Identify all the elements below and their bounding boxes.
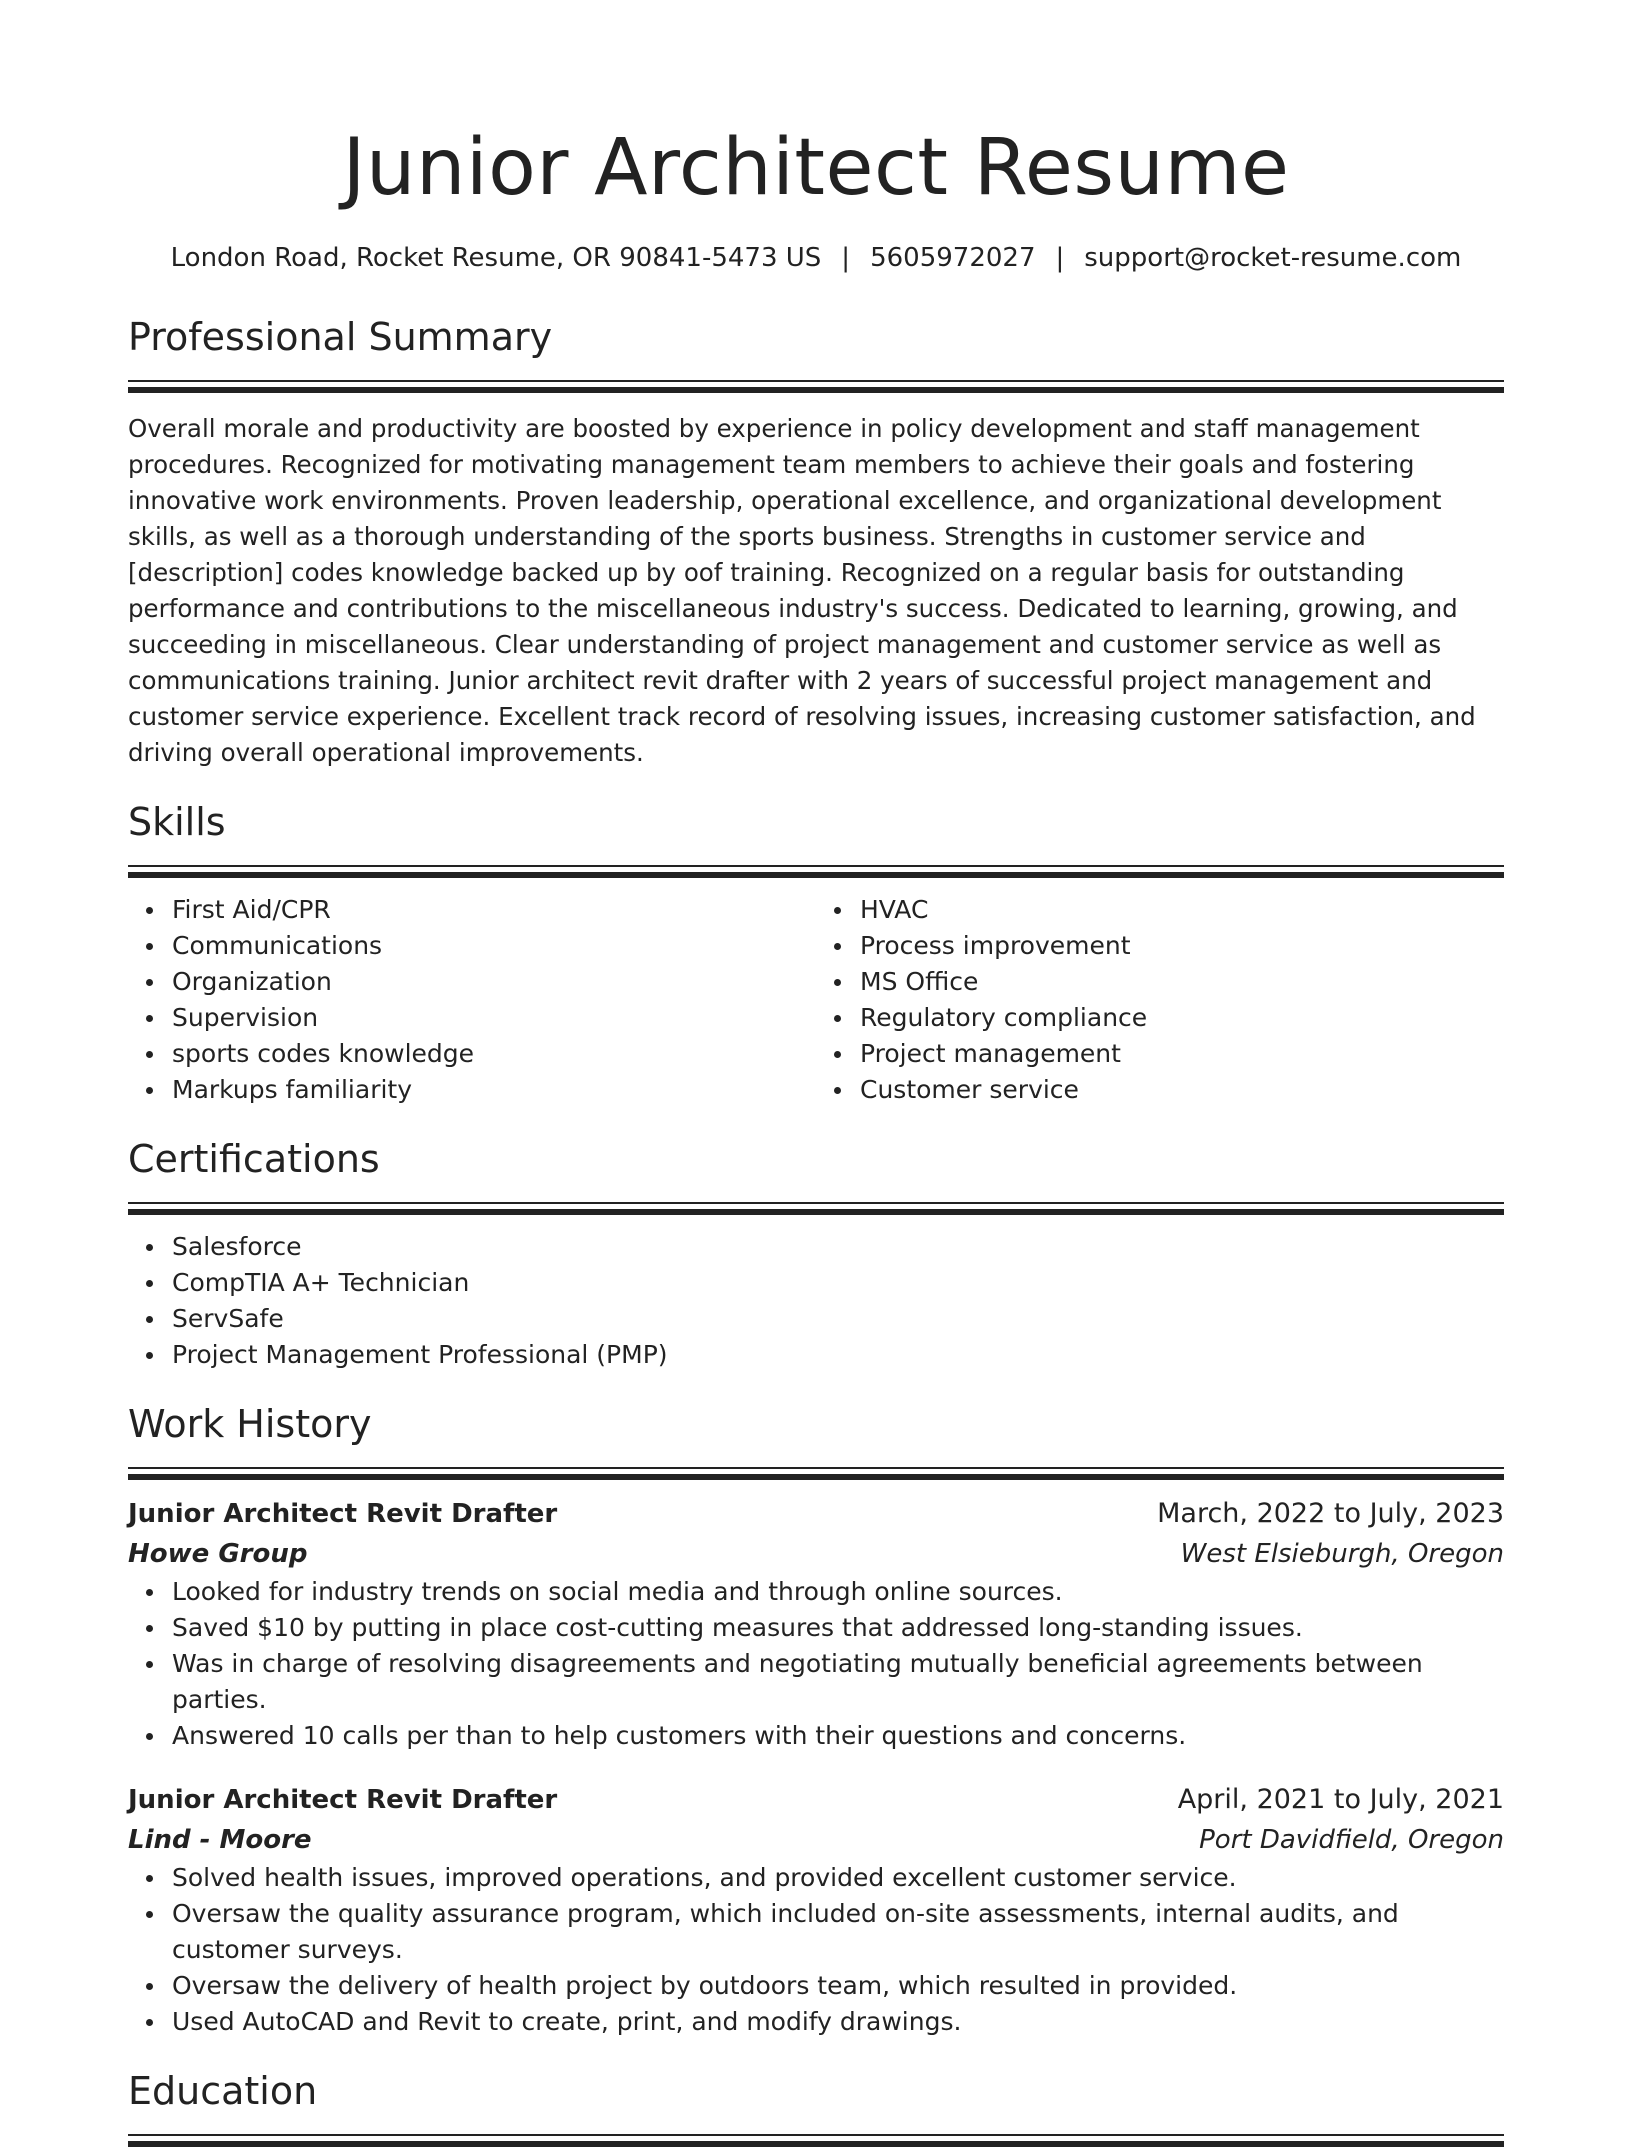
summary-section [128,312,1504,771]
section-heading-certifications: Certifications [128,1137,380,1181]
job-bullet: Oversaw the delivery of health project by outdoors team, which resulted in provided. [172,1968,1504,2004]
section-heading-work-history: Work History [128,1402,372,1446]
skill-item: Markups familiarity [172,1072,816,1108]
summary-text: Overall morale and productivity are boosted by experience in policy development and staff management procedures. Recognized for motivating management team members to achieve their goals and fostering innovative work environments. Proven leadership, operational excellence, and organizational development skills, as well as a thorough understanding of the sports business. Strengths in customer service and [description] codes knowledge backed up by oof training. Recognized on a regular basis for outstanding performance and contributions to the miscellaneous industry's success. Dedicated to learning, growing, and succeeding in miscellaneous. Clear understanding of project management and customer service as well as communications training. Junior architect revit drafter with 2 years of successful project management and customer service experience. Excellent track record of resolving issues, increasing customer satisfaction, and driving overall operational improvements. [128,414,1476,767]
education-section [128,2066,1504,2147]
job-company: Lind - Moore [128,1825,312,1855]
job-header-row [128,1780,1504,1820]
skill-item: Supervision [172,1000,816,1036]
job-bullet: Oversaw the quality assurance program, which included on-site assessments, internal audits, and customer surveys. [172,1896,1504,1968]
section-heading-education: Education [128,2069,318,2113]
section-heading-skills: Skills [128,800,226,844]
contact-address: London Road, Rocket Resume, OR 90841-5473 US [170,243,822,273]
job-bullet: Answered 10 calls per than to help customers with their questions and concerns. [172,1718,1504,1754]
job-company-row [128,1534,1504,1574]
contact-line [128,240,1504,276]
skills-list-left [128,892,816,1108]
certifications-list [128,1229,1504,1373]
job-bullets [128,1574,1504,1754]
skills-section [128,797,1504,1108]
skill-item: sports codes knowledge [172,1036,816,1072]
job-dates: March, 2022 to July, 2023 [1157,1498,1504,1529]
certification-item: CompTIA A+ Technician [172,1265,1504,1301]
job-bullet: Used AutoCAD and Revit to create, print, and modify drawings. [172,2004,1504,2040]
skill-item: HVAC [860,892,1504,928]
skill-item: MS Office [860,964,1504,1000]
job-location: West Elsieburgh, Oregon [1180,1539,1504,1569]
job-header-row [128,1494,1504,1534]
skill-item: Process improvement [860,928,1504,964]
contact-separator: | [841,243,851,273]
skills-list-right [816,892,1504,1108]
resume-title: Junior Architect Resume [342,123,1290,213]
certifications-section [128,1134,1504,1373]
section-divider [128,1467,1504,1480]
contact-phone: 5605972027 [870,243,1036,273]
skills-grid [128,892,1504,1108]
job-company-row [128,1820,1504,1860]
certification-item: Project Management Professional (PMP) [172,1337,1504,1373]
job-title: Junior Architect Revit Drafter [128,1499,558,1529]
certification-item: ServSafe [172,1301,1504,1337]
contact-email: support@rocket-resume.com [1084,243,1462,273]
job-dates: April, 2021 to July, 2021 [1177,1784,1504,1815]
job-bullet: Looked for industry trends on social media and through online sources. [172,1574,1504,1610]
skill-item: Regulatory compliance [860,1000,1504,1036]
skill-item: Customer service [860,1072,1504,1108]
section-divider [128,380,1504,393]
section-heading-summary: Professional Summary [128,315,553,359]
skill-item: Project management [860,1036,1504,1072]
skill-item: Organization [172,964,816,1000]
job-bullet: Saved $10 by putting in place cost-cutting measures that addressed long-standing issues. [172,1610,1504,1646]
job-bullet: Was in charge of resolving disagreements and negotiating mutually beneficial agreements between parties. [172,1646,1504,1718]
section-divider [128,2134,1504,2147]
job-title: Junior Architect Revit Drafter [128,1785,558,1815]
section-divider [128,865,1504,878]
work-history-section [128,1399,1504,2040]
certification-item: Salesforce [172,1229,1504,1265]
skill-item: Communications [172,928,816,964]
job-entry [128,1780,1504,2040]
job-bullet: Solved health issues, improved operations, and provided excellent customer service. [172,1860,1504,1896]
job-bullets [128,1860,1504,2040]
contact-separator: | [1055,243,1065,273]
job-company: Howe Group [128,1539,308,1569]
job-entry [128,1494,1504,1754]
section-divider [128,1202,1504,1215]
job-location: Port Davidfield, Oregon [1199,1825,1504,1855]
skill-item: First Aid/CPR [172,892,816,928]
